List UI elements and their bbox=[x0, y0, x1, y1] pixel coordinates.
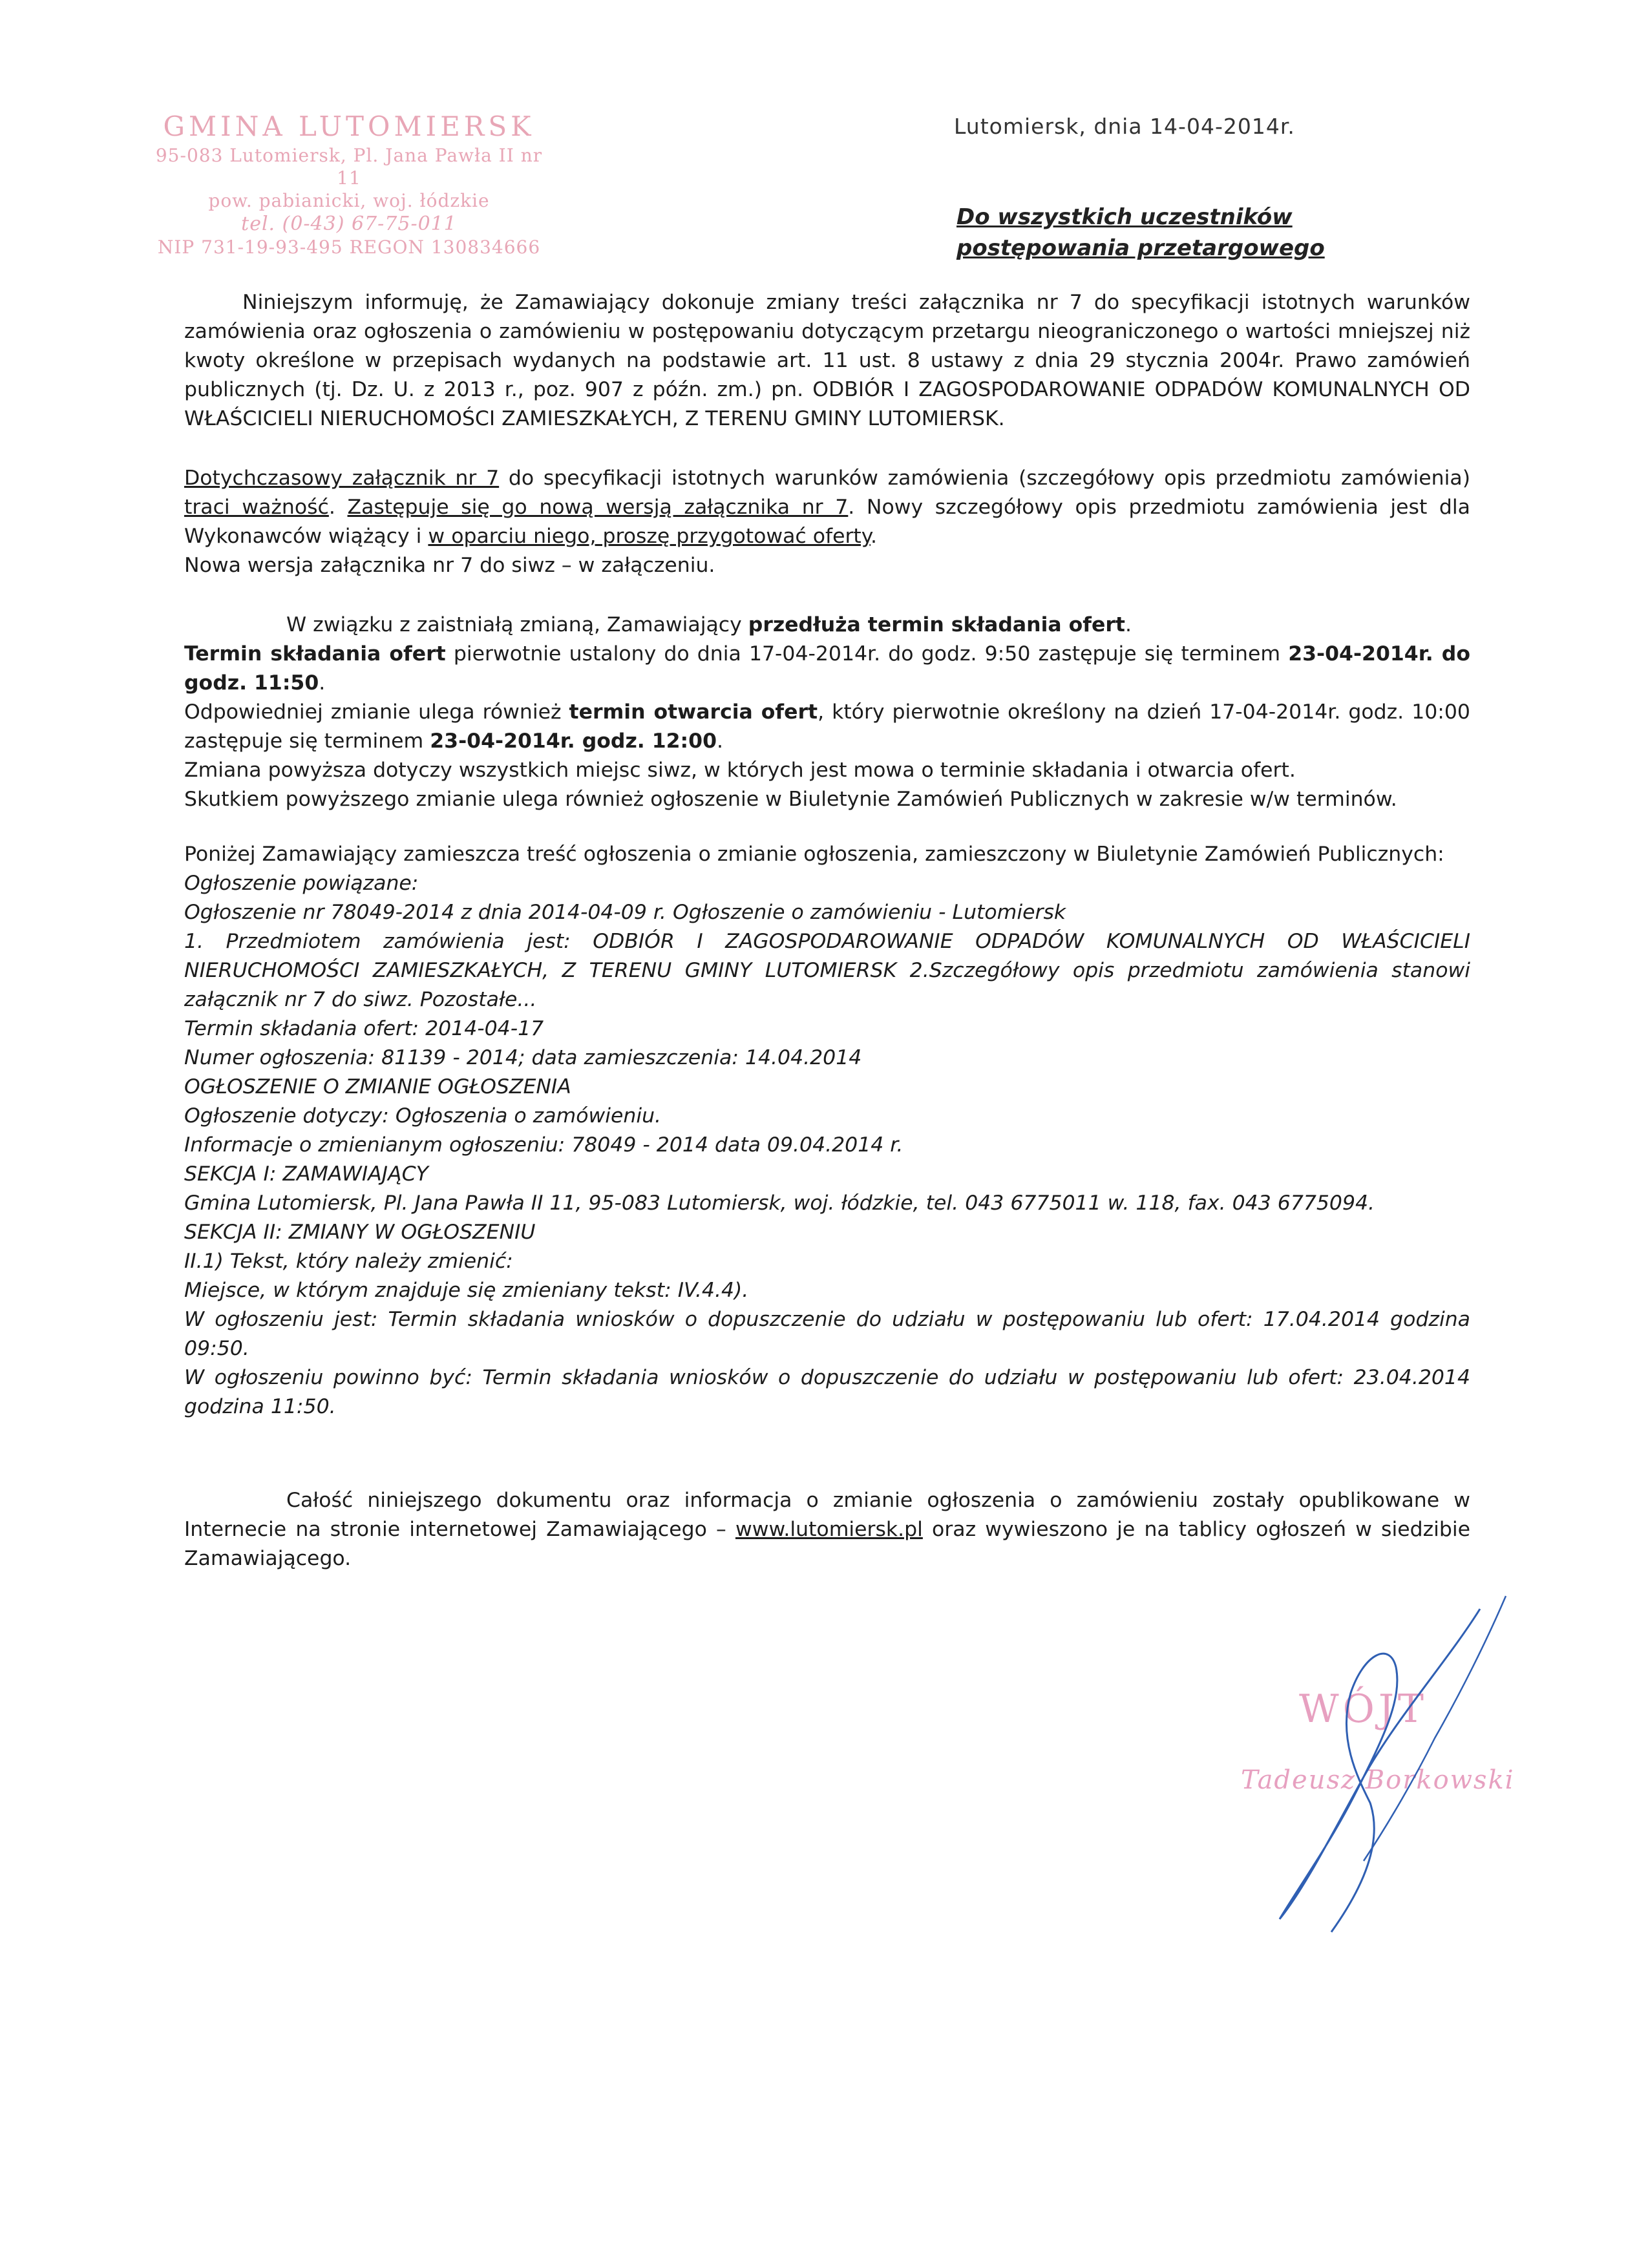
bold-text: 23-04-2014r. godz. 12:00 bbox=[430, 730, 717, 753]
underlined-text: Dotychczasowy załącznik nr 7 bbox=[184, 467, 500, 490]
paragraph-bzp-notice bbox=[184, 840, 1470, 1422]
notice-line: Numer ogłoszenia: 81139 - 2014; data zamieszczenia: 14.04.2014 bbox=[184, 1046, 862, 1069]
underlined-text: traci ważność bbox=[184, 496, 329, 519]
addressee bbox=[956, 202, 1325, 264]
signature-stamp-title: WÓJT bbox=[1299, 1686, 1428, 1732]
paragraph-text: Zmiana powyższa dotyczy wszystkich miejsc siwz, w których jest mowa o terminie składania i otwarcia ofert. bbox=[184, 759, 1296, 782]
text-span: . bbox=[717, 730, 724, 753]
paragraph-deadline-extension bbox=[184, 611, 1470, 814]
signature-stamp-name: Tadeusz Borkowski bbox=[1241, 1765, 1515, 1795]
text-span: , który pierwotnie określony na dzień 17-04-2014r. godz. 10:00 zastępuje się terminem bbox=[184, 700, 1470, 753]
office-stamp bbox=[155, 110, 543, 258]
text-span: Odpowiedniej zmianie ulega również bbox=[184, 700, 569, 724]
notice-line: Gmina Lutomiersk, Pl. Jana Pawła II 11, 95-083 Lutomiersk, woj. łódzkie, tel. 043 6775011 w. 118, fax. 043 6775094. bbox=[184, 1192, 1375, 1215]
stamp-line-4: tel. (0-43) 67-75-011 bbox=[241, 212, 457, 235]
text-span: do specyfikacji istotnych warunków zamówienia (szczegółowy opis przedmiotu zamówienia) bbox=[499, 467, 1470, 490]
notice-line: Ogłoszenie powiązane: bbox=[184, 872, 419, 895]
signature-block bbox=[1202, 1583, 1551, 1945]
text-span: . bbox=[319, 671, 326, 695]
notice-line: SEKCJA II: ZMIANY W OGŁOSZENIU bbox=[184, 1221, 536, 1244]
text-span: . Nowy szczegółowy opis przedmiotu zamówienia jest dla Wykonawców wiążący i bbox=[184, 496, 1470, 548]
bold-text: termin otwarcia ofert bbox=[569, 700, 818, 724]
notice-line: W ogłoszeniu powinno być: Termin składania wniosków o dopuszczenie do udziału w postępowaniu lub ofert: 23.04.2014 godzina 11:50. bbox=[184, 1366, 1470, 1418]
text-span: . bbox=[328, 496, 348, 519]
text-span: . bbox=[1125, 613, 1132, 636]
website-link[interactable]: www.lutomiersk.pl bbox=[735, 1518, 923, 1541]
handwritten-signature bbox=[1202, 1583, 1551, 1945]
underlined-text: Zastępuje się go nową wersją załącznika nr 7 bbox=[347, 496, 849, 519]
bold-text: przedłuża termin składania ofert bbox=[748, 613, 1125, 636]
paragraph-publication bbox=[184, 1486, 1470, 1573]
paragraph-text: Skutkiem powyższego zmianie ulega również ogłoszenie w Biuletynie Zamówień Publicznych w zakresie w/w terminów. bbox=[184, 788, 1397, 811]
paragraph-text: Nowa wersja załącznika nr 7 do siwz – w załączeniu. bbox=[184, 554, 715, 577]
notice-line: Ogłoszenie nr 78049-2014 z dnia 2014-04-09 r. Ogłoszenie o zamówieniu - Lutomiersk bbox=[184, 901, 1066, 924]
text-span: . bbox=[870, 525, 877, 548]
paragraph-text: Niniejszym informuję, że Zamawiający dokonuje zmiany treści załącznika nr 7 do specyfikacji istotnych warunków zamówienia oraz ogłoszenia o zamówieniu w postępowaniu dotyczącym przetargu nieograniczonego o wartości mniejszej niż kwoty określone w przepisach wydanych na podstawie art. 11 ust. 8 ustawy z dnia 29 stycznia 2004r. Prawo zamówień publicznych (tj. Dz. U. z 2013 r., poz. 907 z późn. zm.) pn. ODBIÓR I ZAGOSPODAROWANIE ODPADÓW KOMUNALNYCH OD WŁAŚCICIELI NIERUCHOMOŚCI ZAMIESZKAŁYCH, Z TERENU GMINY LUTOMIERSK. bbox=[184, 291, 1470, 430]
notice-line: W ogłoszeniu jest: Termin składania wniosków o dopuszczenie do udziału w postępowaniu lub ofert: 17.04.2014 godzina 09:50. bbox=[184, 1308, 1470, 1360]
notice-line: Ogłoszenie dotyczy: Ogłoszenia o zamówieniu. bbox=[184, 1104, 662, 1128]
stamp-line-5: NIP 731-19-93-495 REGON 130834666 bbox=[157, 236, 541, 258]
underlined-text: w oparciu niego, proszę przygotować oferty bbox=[428, 525, 871, 548]
notice-line: II.1) Tekst, który należy zmienić: bbox=[184, 1250, 513, 1273]
text-span: pierwotnie ustalony do dnia 17-04-2014r. do godz. 9:50 zastępuje się terminem bbox=[445, 642, 1289, 666]
addressee-line-2: postępowania przetargowego bbox=[956, 235, 1325, 261]
notice-line: OGŁOSZENIE O ZMIANIE OGŁOSZENIA bbox=[184, 1075, 571, 1098]
paragraph-text bbox=[184, 464, 1470, 551]
paragraph-text: Poniżej Zamawiający zamieszcza treść ogłoszenia o zmianie ogłoszenia, zamieszczony w Biuletynie Zamówień Publicznych: bbox=[184, 843, 1444, 866]
notice-line: Termin składania ofert: 2014-04-17 bbox=[184, 1017, 544, 1040]
paragraph-text bbox=[184, 611, 1470, 640]
stamp-line-2: 95-083 Lutomiersk, Pl. Jana Pawła II nr 11 bbox=[155, 144, 543, 189]
bold-text: Termin składania ofert bbox=[184, 642, 446, 666]
text-span: oraz wywieszono je na tablicy ogłoszeń w siedzibie Zamawiającego. bbox=[184, 1518, 1470, 1570]
paragraph-amendment-notice bbox=[184, 288, 1470, 434]
notice-line: SEKCJA I: ZAMAWIAJĄCY bbox=[184, 1162, 428, 1186]
paragraph-text bbox=[184, 1486, 1470, 1573]
place-and-date: Lutomiersk, dnia 14-04-2014r. bbox=[954, 114, 1295, 139]
text-span: W związku z zaistniałą zmianą, Zamawiający bbox=[286, 613, 748, 636]
notice-line: 1. Przedmiotem zamówienia jest: ODBIÓR I ZAGOSPODAROWANIE ODPADÓW KOMUNALNYCH OD WŁAŚCICIELI NIERUCHOMOŚCI ZAMIESZKAŁYCH, Z TERENU GMINY LUTOMIERSK 2.Szczegółowy opis przedmiotu zamówienia stanowi załącznik nr 7 do siwz. Pozostałe... bbox=[184, 930, 1470, 1011]
notice-line: Informacje o zmienianym ogłoszeniu: 78049 - 2014 data 09.04.2014 r. bbox=[184, 1133, 903, 1157]
paragraph-attachment-change bbox=[184, 464, 1470, 580]
text-span: Całość niniejszego dokumentu oraz informacja o zmianie ogłoszenia o zamówieniu zostały opublikowane w Internecie na stronie internetowej Zamawiającego – bbox=[184, 1489, 1470, 1541]
stamp-line-1: GMINA LUTOMIERSK bbox=[163, 110, 535, 142]
paragraph-text bbox=[184, 640, 1470, 698]
notice-line: Miejsce, w którym znajduje się zmieniany tekst: IV.4.4). bbox=[184, 1279, 749, 1302]
stamp-line-3: pow. pabianicki, woj. łódzkie bbox=[208, 189, 490, 211]
paragraph-text bbox=[184, 698, 1470, 756]
addressee-line-1: Do wszystkich uczestników bbox=[956, 204, 1293, 230]
bold-text: 23-04-2014r. do godz. 11:50 bbox=[184, 642, 1470, 695]
